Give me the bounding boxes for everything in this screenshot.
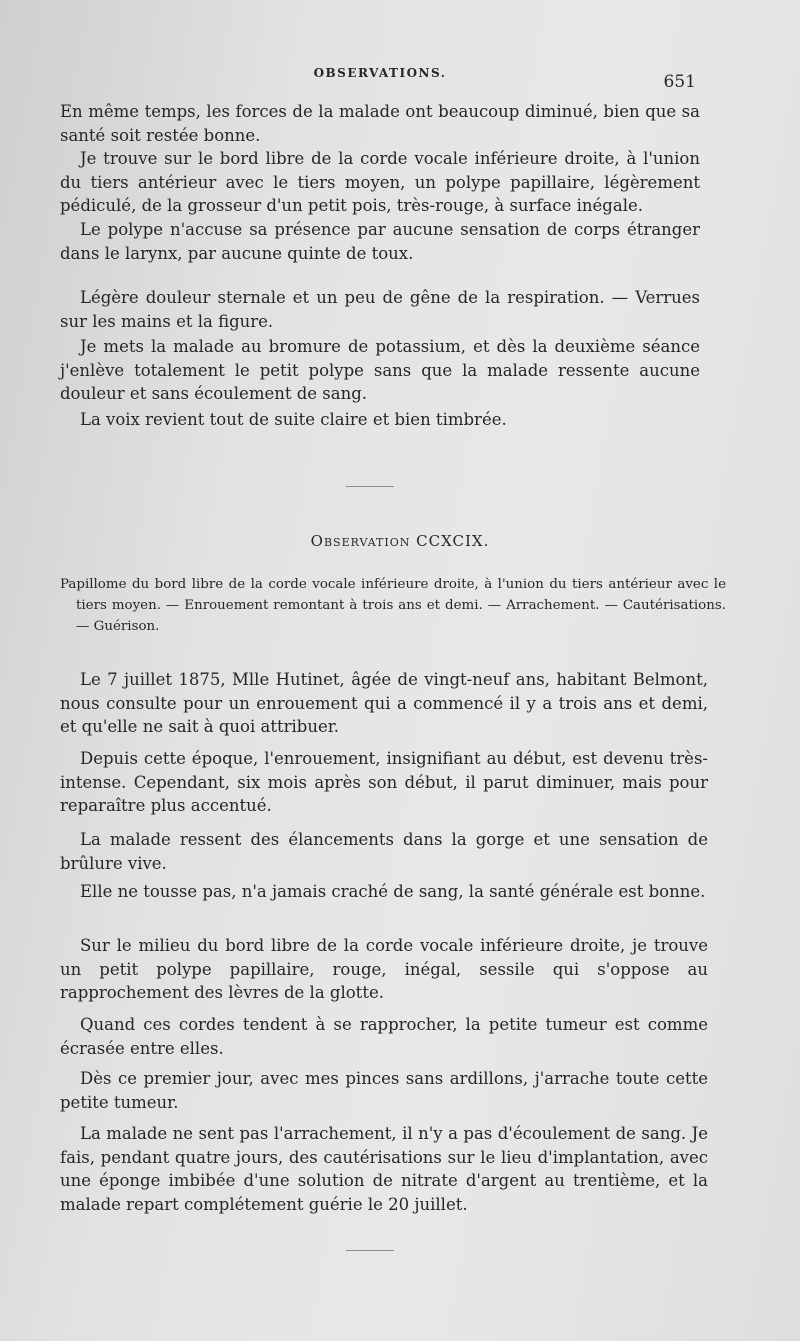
section-divider: [346, 1250, 394, 1251]
paragraph: Dès ce premier jour, avec mes pinces sans ardillons, j'arrache toute cette petite tumeur.: [60, 1069, 708, 1112]
paragraph: Sur le milieu du bord libre de la corde vocale inférieure droite, je trouve un petit polype papillaire, rouge, inégal, sessile qui s'oppose au rapprochement des lèvres de la glotte.: [60, 936, 708, 1002]
paragraph: Depuis cette époque, l'enrouement, insignifiant au début, est devenu très-intense. Cependant, six mois après son début, il parut diminuer, mais pour reparaître plus accentué.: [60, 749, 708, 815]
paragraph: La malade ressent des élancements dans la gorge et une sensation de brûlure vive.: [60, 830, 708, 873]
paragraph: La voix revient tout de suite claire et bien timbrée.: [80, 410, 507, 429]
page-header: [60, 62, 700, 92]
paragraph: Légère douleur sternale et un peu de gêne de la respiration. — Verrues sur les mains et la figure.: [60, 288, 700, 331]
observation-title: Observation CCXCIX.: [310, 532, 490, 550]
paragraph: La malade ne sent pas l'arrachement, il n'y a pas d'écoulement de sang. Je fais, pendant quatre jours, des cautérisations sur le lieu d'implantation, avec une éponge imbibée d'une solution de nitrate d'argent au trentième, et la malade repart complétement guérie le 20 juillet.: [60, 1124, 708, 1214]
observation-summary: Papillome du bord libre de la corde vocale inférieure droite, à l'union du tiers antérieur avec le tiers moyen. — Enrouement remontant à trois ans et demi. — Arrachement. — Cautérisations. — Guérison.: [60, 577, 726, 634]
paragraph: Le 7 juillet 1875, Mlle Hutinet, âgée de vingt-neuf ans, habitant Belmont, nous consulte pour un enrouement qui a commencé il y a trois ans et demi, et qu'elle ne sait à quoi attribuer.: [60, 670, 708, 736]
paragraph: Elle ne tousse pas, n'a jamais craché de sang, la santé générale est bonne.: [80, 882, 706, 901]
section-divider: [346, 486, 394, 487]
paragraph: En même temps, les forces de la malade ont beaucoup diminué, bien que sa santé soit restée bonne.: [60, 102, 700, 145]
running-head: OBSERVATIONS.: [313, 66, 447, 80]
paragraph: Je mets la malade au bromure de potassium, et dès la deuxième séance j'enlève totalement le petit polype sans que la malade ressente aucune douleur et sans écoulement de sang.: [60, 337, 700, 403]
page-number: 651: [663, 72, 696, 92]
paragraph: Le polype n'accuse sa présence par aucune sensation de corps étranger dans le larynx, par aucune quinte de toux.: [60, 220, 700, 263]
paragraph: Je trouve sur le bord libre de la corde vocale inférieure droite, à l'union du tiers antérieur avec le tiers moyen, un polype papillaire, légèrement pédiculé, de la grosseur d'un petit pois, très-rouge, à surface inégale.: [60, 149, 700, 215]
paragraph: Quand ces cordes tendent à se rapprocher, la petite tumeur est comme écrasée entre elles.: [60, 1015, 708, 1058]
